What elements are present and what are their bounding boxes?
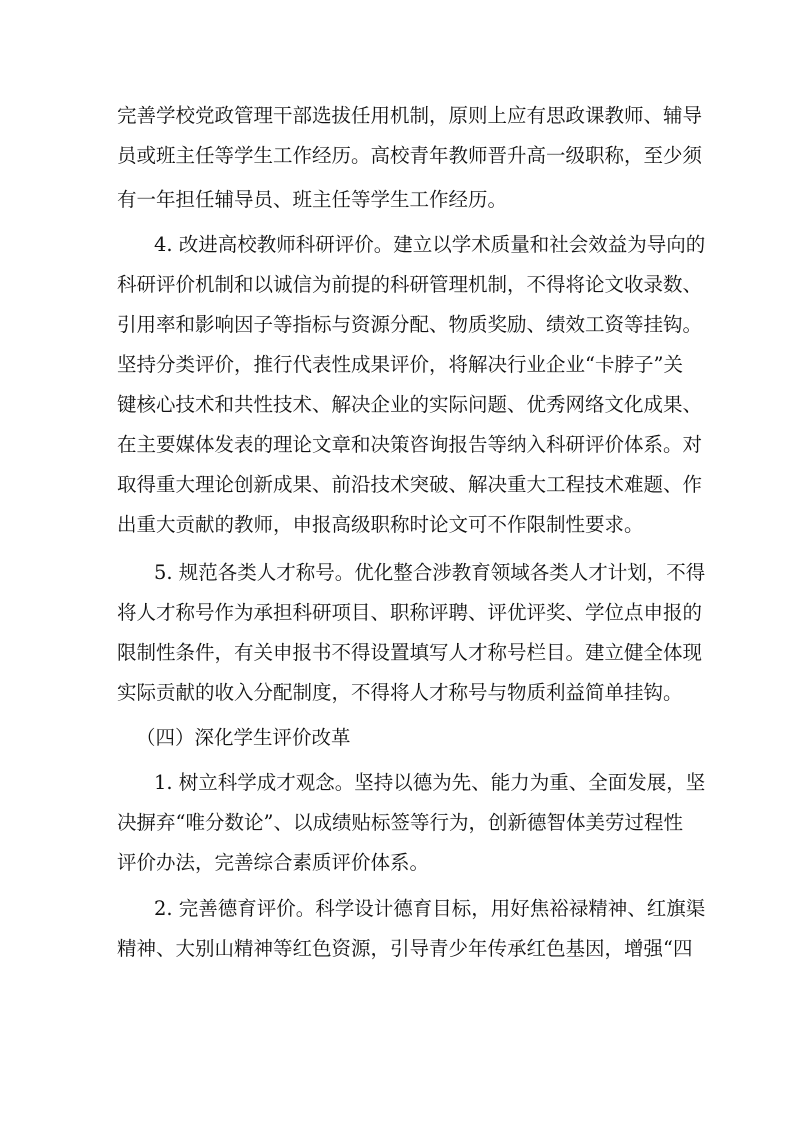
paragraph-line: 2. 完善德育评价。科学设计德育目标，用好焦裕禄精神、红旗渠	[154, 897, 706, 920]
paragraph-line: 键核心技术和共性技术、解决企业的实际问题、优秀网络文化成果、	[117, 393, 703, 416]
paragraph-line: 在主要媒体发表的理论文章和决策咨询报告等纳入科研评价体系。对	[117, 433, 703, 456]
paragraph-line: 有一年担任辅导员、班主任等学生工作经历。	[117, 188, 508, 211]
paragraph-line: 引用率和影响因子等指标与资源分配、物质奖励、绩效工资等挂钩。	[117, 313, 703, 336]
paragraph-line: 完善学校党政管理干部选拔任用机制，原则上应有思政课教师、辅导	[117, 104, 703, 127]
paragraph-line: 1. 树立科学成才观念。坚持以德为先、能力为重、全面发展，坚	[154, 771, 706, 794]
paragraph-line: 出重大贡献的教师，申报高级职称时论文可不作限制性要求。	[117, 513, 644, 536]
paragraph-line: 限制性条件，有关申报书不得设置填写人才称号栏目。建立健全体现	[117, 641, 703, 664]
paragraph-line: 将人才称号作为承担科研项目、职称评聘、评优评奖、学位点申报的	[117, 601, 703, 624]
paragraph-line: 坚持分类评价，推行代表性成果评价，将解决行业企业“卡脖子”关	[117, 353, 683, 376]
paragraph-line: 5. 规范各类人才称号。优化整合涉教育领域各类人才计划，不得	[154, 561, 706, 584]
paragraph-line: 科研评价机制和以诚信为前提的科研管理机制，不得将论文收录数、	[117, 273, 703, 296]
paragraph-line: 决摒弃“唯分数论”、以成绩贴标签等行为，创新德智体美劳过程性	[117, 811, 683, 834]
paragraph-line: 取得重大理论创新成果、前沿技术突破、解决重大工程技术难题、作	[117, 473, 703, 496]
paragraph-line: 实际贡献的收入分配制度，不得将人才称号与物质利益简单挂钩。	[117, 681, 683, 704]
section-heading: （四）深化学生评价改革	[136, 726, 351, 749]
paragraph-line: 4. 改进高校教师科研评价。建立以学术质量和社会效益为导向的	[154, 233, 706, 256]
paragraph-line: 精神、大别山精神等红色资源，引导青少年传承红色基因，增强“四	[117, 937, 693, 960]
paragraph-line: 员或班主任等学生工作经历。高校青年教师晋升高一级职称，至少须	[117, 144, 703, 167]
paragraph-line: 评价办法，完善综合素质评价体系。	[117, 851, 430, 874]
